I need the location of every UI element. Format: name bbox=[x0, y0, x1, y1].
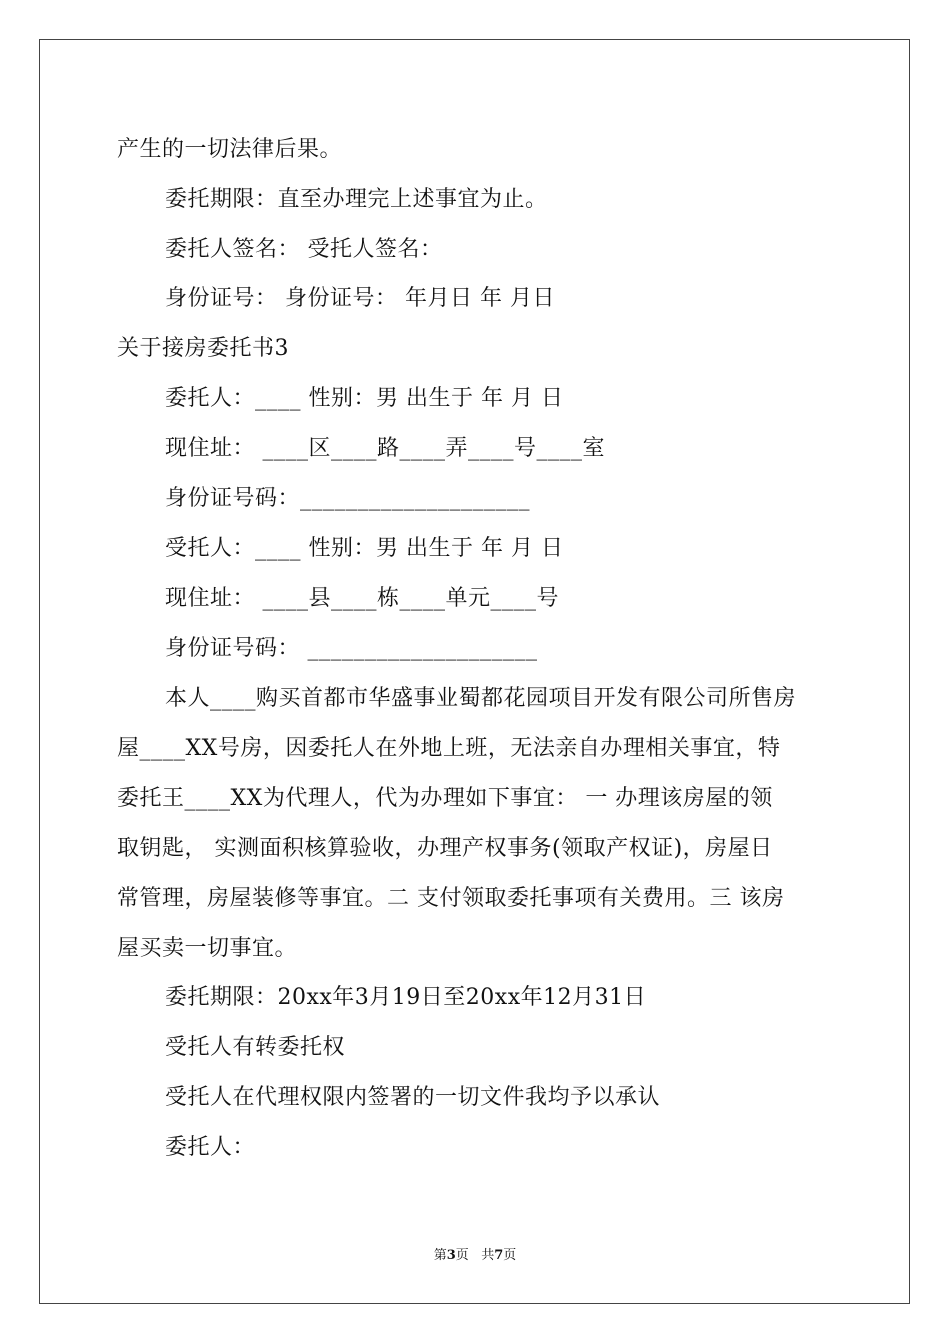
footer-page-mid: 页 共 bbox=[455, 1248, 495, 1263]
text-line: 常管理，房屋装修等事宜。二 支付领取委托事项有关费用。三 该房 bbox=[117, 886, 785, 911]
text-line: 受托人在代理权限内签署的一切文件我均予以承认 bbox=[165, 1085, 661, 1110]
page-footer bbox=[0, 1248, 950, 1264]
text-line: 身份证号码：____________________ bbox=[165, 486, 531, 511]
footer-page-suffix: 页 bbox=[503, 1248, 517, 1263]
text-line: 受托人有转委托权 bbox=[165, 1035, 346, 1060]
footer-page-prefix: 第 bbox=[433, 1248, 447, 1263]
text-line: 委托人： bbox=[165, 1135, 256, 1160]
text-line: 委托人：____ 性别：男 出生于 年 月 日 bbox=[165, 386, 564, 411]
text-line: 身份证号码： ____________________ bbox=[165, 636, 538, 661]
text-line: 现住址： ____县____栋____单元____号 bbox=[165, 586, 559, 611]
footer-total-pages: 7 bbox=[494, 1248, 504, 1263]
section-heading: 关于接房委托书3 bbox=[117, 336, 289, 361]
text-line: 委托王____XX为代理人，代为办理如下事宜： 一 办理该房屋的领 bbox=[117, 786, 773, 811]
text-line: 委托期限：20xx年3月19日至20xx年12月31日 bbox=[165, 985, 647, 1010]
text-line: 身份证号： 身份证号： 年月日 年 月日 bbox=[165, 286, 555, 311]
text-line: 本人____购买首都市华盛事业蜀都花园项目开发有限公司所售房 bbox=[165, 686, 797, 711]
text-line: 委托人签名： 受托人签名： bbox=[165, 237, 443, 262]
text-line: 委托期限：直至办理完上述事宜为止。 bbox=[165, 187, 548, 212]
text-line: 受托人：____ 性别：男 出生于 年 月 日 bbox=[165, 536, 564, 561]
text-line: 取钥匙， 实测面积核算验收，办理产权事务(领取产权证)，房屋日 bbox=[117, 836, 773, 861]
text-line: 产生的一切法律后果。 bbox=[117, 137, 343, 162]
text-line: 现住址： ____区____路____弄____号____室 bbox=[165, 436, 605, 461]
page-border bbox=[39, 39, 910, 1304]
text-line: 屋____XX号房，因委托人在外地上班，无法亲自办理相关事宜，特 bbox=[117, 736, 781, 761]
text-line: 屋买卖一切事宜。 bbox=[117, 936, 298, 961]
footer-page-number: 3 bbox=[446, 1248, 456, 1263]
